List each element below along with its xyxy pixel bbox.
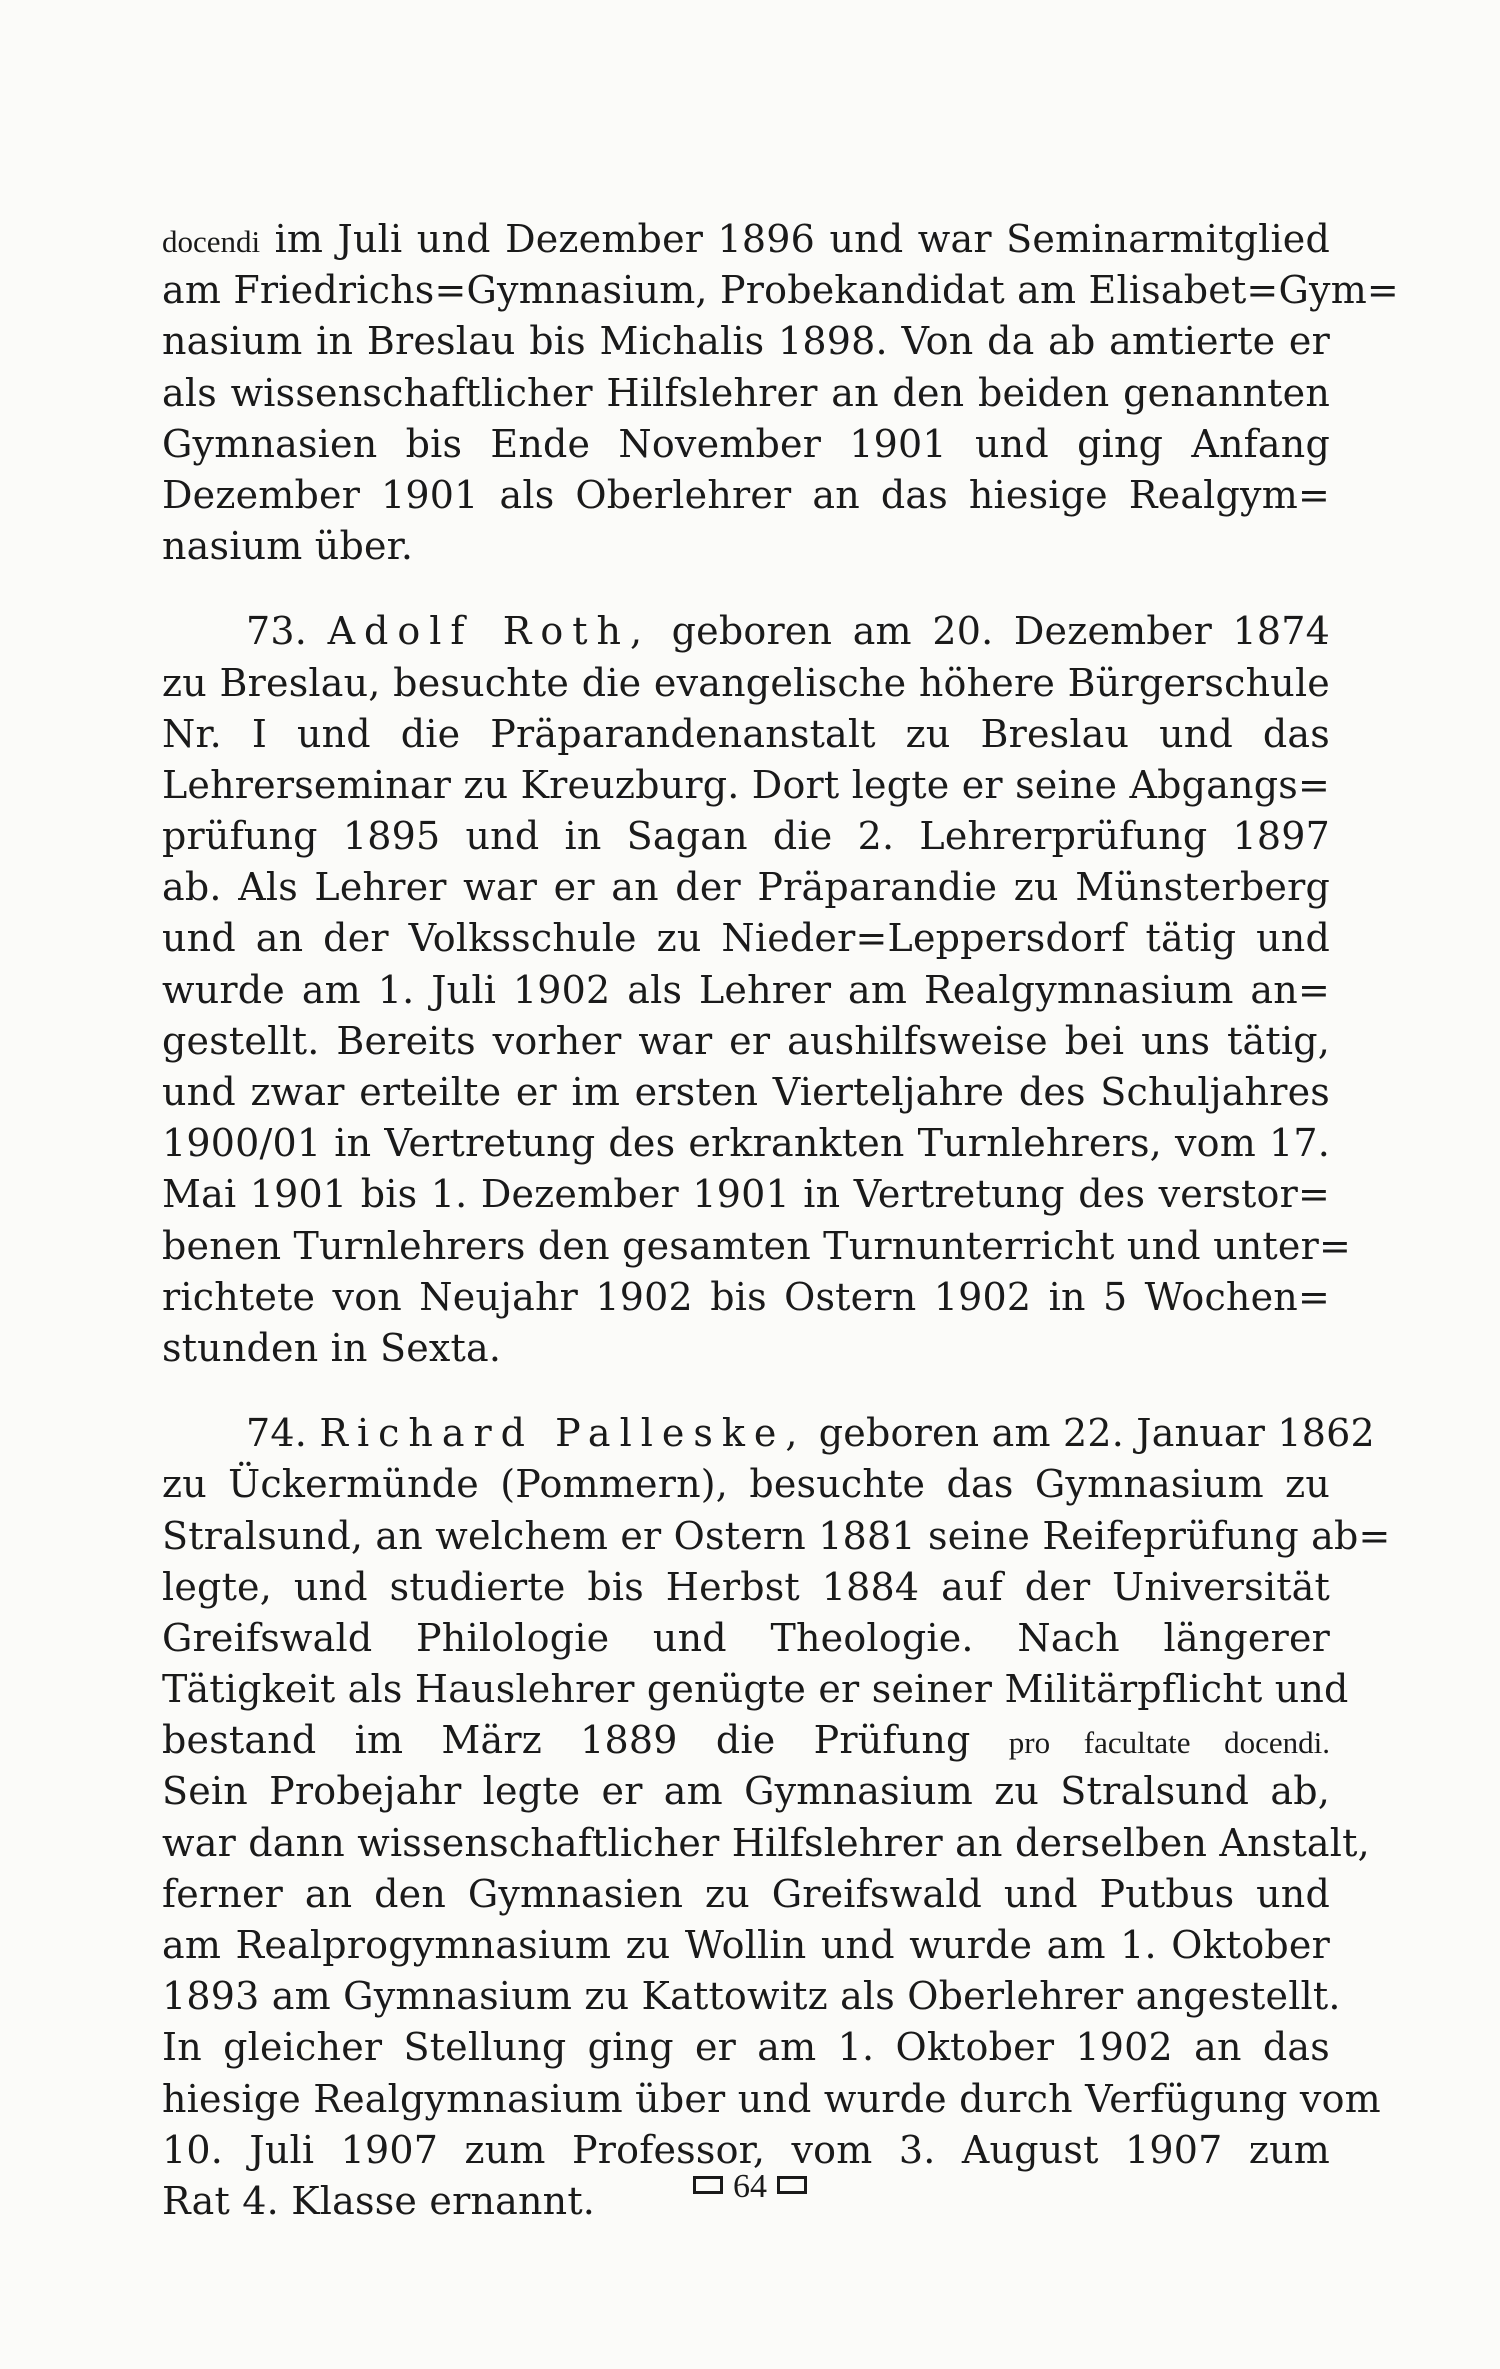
text-line: und zwar erteilte er im ersten Vierteljahre des Schuljahres — [162, 1070, 1330, 1114]
text-line — [162, 1715, 1330, 1766]
text-line: zu Ückermünde (Pommern), besuchte das Gymnasium zu — [162, 1462, 1330, 1507]
latin-word-docendi: docendi — [162, 224, 261, 259]
entry-number: 74. — [246, 1411, 308, 1456]
text-line: nasium in Breslau bis Michalis 1898. Von da ab amtierte er — [162, 319, 1330, 364]
text-line: In gleicher Stellung ging er am 1. Oktober 1902 an das — [162, 2025, 1330, 2070]
text-line: Rat 4. Klasse ernannt. — [162, 2178, 596, 2223]
text-line: und an der Volksschule zu Nieder=Leppersdorf tätig und — [162, 916, 1330, 961]
square-ornament-icon — [693, 2176, 723, 2194]
line-rest: geboren am 22. Januar 1862 — [818, 1411, 1375, 1456]
square-ornament-icon — [777, 2176, 807, 2194]
text-line: als wissenschaftlicher Hilfslehrer an den beiden genannten — [162, 370, 1330, 415]
line-rest: im Juli und Dezember 1896 und war Seminarmitglied — [274, 217, 1331, 261]
text-line: 10. Juli 1907 zum Professor, vom 3. August 1907 zum — [162, 2127, 1330, 2172]
entry-name: Richard Palleske, — [319, 1411, 807, 1456]
body-text — [162, 214, 1399, 2227]
page-footer — [0, 2166, 1500, 2207]
text-line: ab. Als Lehrer war er an der Präparandie zu Münsterberg — [162, 865, 1330, 910]
entry-heading-line — [162, 606, 1330, 657]
text-line: prüfung 1895 und in Sagan die 2. Lehrerprüfung 1897 — [162, 814, 1330, 859]
text-line: Sein Probejahr legte er am Gymnasium zu Stralsund ab, — [162, 1769, 1330, 1814]
text-line: legte, und studierte bis Herbst 1884 auf der Universität — [162, 1564, 1330, 1609]
text-line: Dezember 1901 als Oberlehrer an das hiesige Realgym= — [162, 472, 1330, 517]
paragraph-gap — [162, 572, 1330, 606]
text-line: wurde am 1. Juli 1902 als Lehrer am Realgymnasium an= — [162, 967, 1330, 1012]
text-line: am Realprogymnasium zu Wollin und wurde am 1. Oktober — [162, 1923, 1330, 1967]
entry-heading-line — [162, 1408, 1375, 1459]
text-line: nasium über. — [162, 524, 414, 569]
entry-number: 73. — [246, 609, 308, 654]
text-line — [162, 214, 1330, 265]
text-line: ferner an den Gymnasien zu Greifswald und Putbus und — [162, 1871, 1330, 1916]
text-line: zu Breslau, besuchte die evangelische höhere Bürgerschule — [162, 660, 1330, 705]
paragraph-gap — [162, 1374, 1330, 1408]
text-line: benen Turnlehrers den gesamten Turnunterricht und unter= — [162, 1223, 1351, 1268]
text-line: gestellt. Bereits vorher war er aushilfsweise bei uns tätig, — [162, 1018, 1330, 1063]
text-line: Nr. I und die Präparandenanstalt zu Breslau und das — [162, 711, 1330, 756]
entry-name: Adolf Roth, — [327, 609, 652, 654]
text-line: Greifswald Philologie und Theologie. Nach längerer — [162, 1615, 1330, 1660]
text-line: 1900/01 in Vertretung des erkrankten Turnlehrers, vom 17. — [162, 1121, 1330, 1166]
text-line: am Friedrichs=Gymnasium, Probekandidat am Elisabet=Gym= — [162, 268, 1399, 313]
line-rest: geboren am 20. Dezember 1874 — [671, 609, 1330, 654]
text-line: 1893 am Gymnasium zu Kattowitz als Oberlehrer angestellt. — [162, 1974, 1341, 2019]
text-line: Lehrerseminar zu Kreuzburg. Dort legte er seine Abgangs= — [162, 762, 1330, 807]
text-line: Gymnasien bis Ende November 1901 und ging Anfang — [162, 421, 1330, 466]
text-line: hiesige Realgymnasium über und wurde durch Verfügung vom — [162, 2076, 1381, 2121]
latin-phrase: pro facultate docendi. — [1008, 1725, 1330, 1761]
line-start: bestand im März 1889 die Prüfung — [162, 1718, 971, 1763]
page-number: 64 — [733, 2168, 767, 2205]
text-line: Stralsund, an welchem er Ostern 1881 seine Reifeprüfung ab= — [162, 1513, 1391, 1558]
text-line: Mai 1901 bis 1. Dezember 1901 in Vertretung des verstor= — [162, 1172, 1330, 1217]
text-line: stunden in Sexta. — [162, 1325, 502, 1370]
text-line: war dann wissenschaftlicher Hilfslehrer an derselben Anstalt, — [162, 1820, 1370, 1865]
text-line: Tätigkeit als Hauslehrer genügte er seiner Militärpflicht und — [162, 1667, 1349, 1712]
text-line: richtete von Neujahr 1902 bis Ostern 1902 in 5 Wochen= — [162, 1274, 1330, 1319]
